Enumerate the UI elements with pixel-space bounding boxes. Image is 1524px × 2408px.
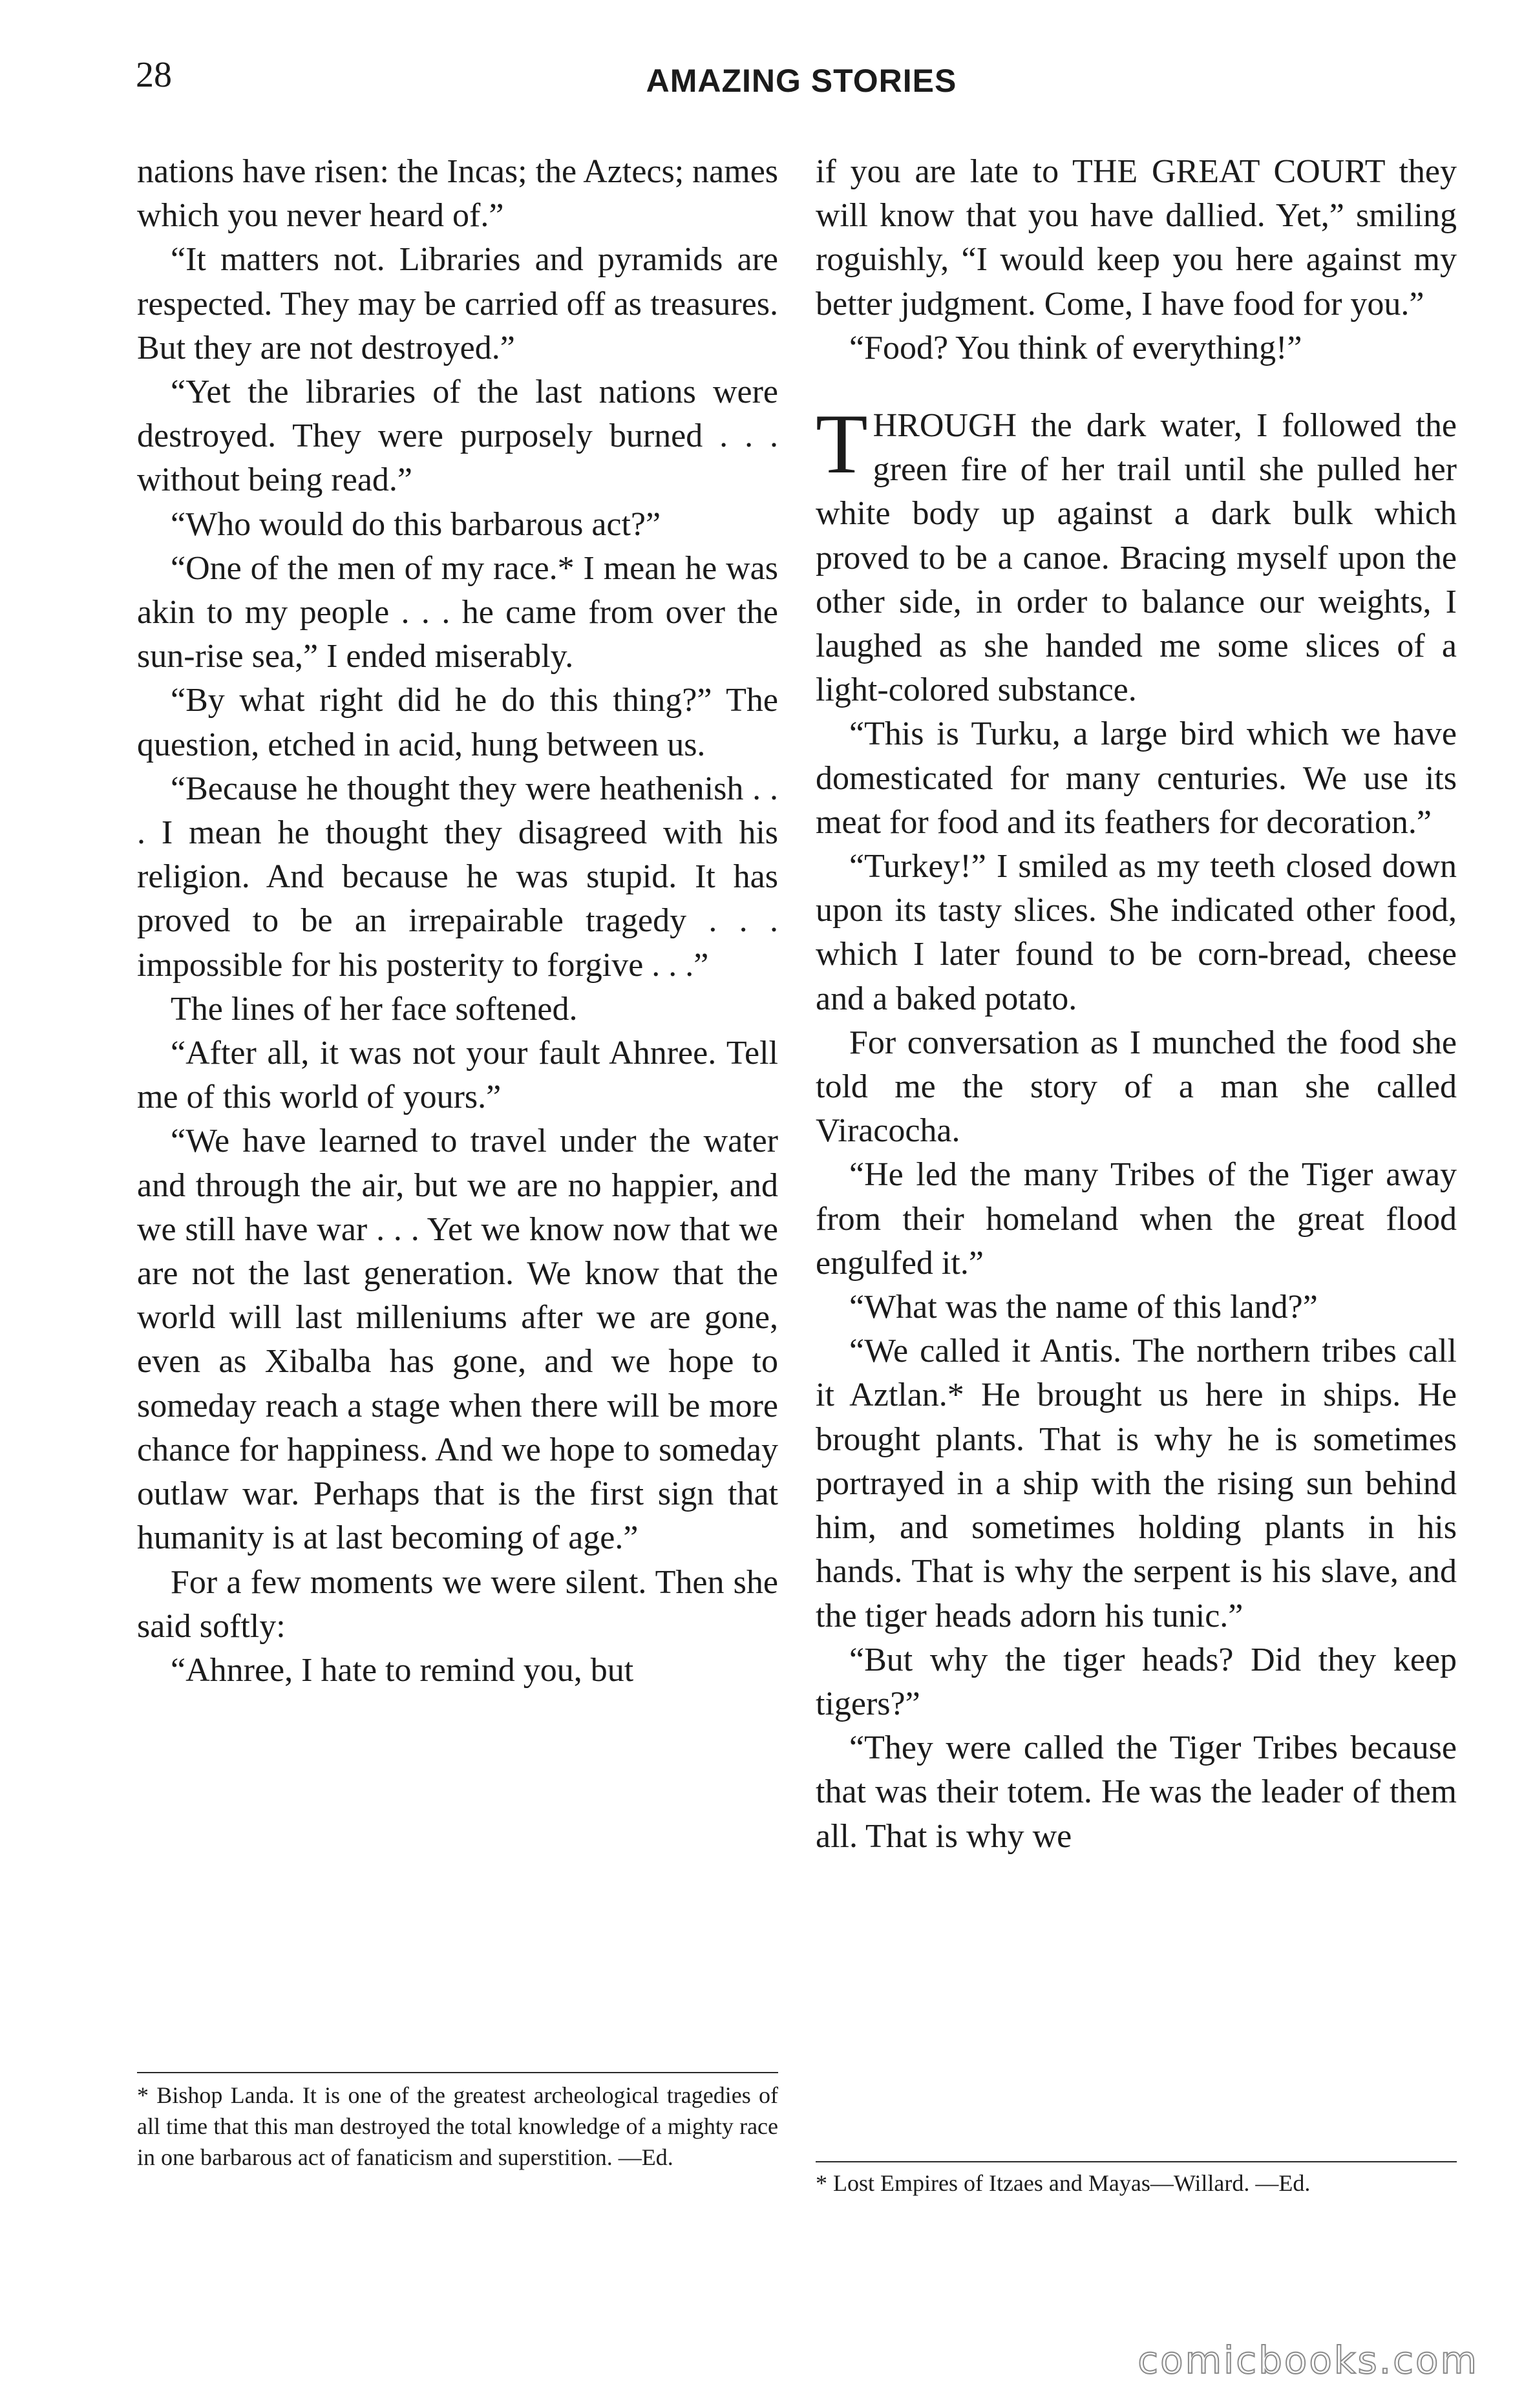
drop-cap: T [816, 396, 868, 492]
paragraph: “What was the name of this land?” [849, 1289, 1318, 1326]
right-column [816, 150, 1457, 1859]
left-column [137, 150, 778, 1693]
footnote-left: * Bishop Landa. It is one of the greatest archeological tragedies of all time that this man destroyed the total knowledge of a mighty race in one barbarous act of fanaticism and superstition. —Ed. [137, 2082, 778, 2170]
paragraph: “This is Turku, a large bird which we have domesticated for many centuries. We use its meat for food and its feathers for decoration.” [816, 715, 1457, 841]
paragraph: “Because he thought they were heathenish . . . I mean he thought they disagreed with his religion. And because he was stupid. It has proved to be an irrepairable tragedy . . . impossible for his posterity to forgive . . .” [137, 770, 778, 984]
paragraph: “Ahnree, I hate to remind you, but [171, 1651, 634, 1689]
paragraph: For conversation as I munched the food she told me the story of a man she called Viracocha. [816, 1024, 1457, 1150]
paragraph: For a few moments we were silent. Then she said softly: [137, 1563, 778, 1645]
footnote-right: * Lost Empires of Itzaes and Mayas—Willard. —Ed. [816, 2170, 1311, 2196]
paragraph: “Food? You think of everything!” [849, 329, 1302, 366]
section-opening-text: HROUGH the dark water, I followed the green fire of her trail until she pulled her white body up against a dark bulk which proved to be a canoe. Bracing myself upon the other side, in order to balance our weights, I laughed as she handed me some slices of a light-colored substance. [816, 407, 1457, 709]
paragraph: “But why the tiger heads? Did they keep tigers?” [816, 1641, 1457, 1722]
paragraph: “It matters not. Libraries and pyramids are respected. They may be carried off as treasures. But they are not destroyed.” [137, 241, 778, 366]
paragraph: “After all, it was not your fault Ahnree. Tell me of this world of yours.” [137, 1035, 778, 1116]
paragraph: “Who would do this barbarous act?” [171, 505, 661, 543]
paragraph: “They were called the Tiger Tribes because that was their totem. He was the leader of them all. That is why we [816, 1729, 1457, 1855]
running-head: AMAZING STORIES [646, 63, 957, 99]
footnote-rule-right [816, 2161, 1457, 2162]
watermark: comicbooks.com [1138, 2338, 1479, 2382]
paragraph: “One of the men of my race.* I mean he was akin to my people . . . he came from over the sun-rise sea,” I ended miserably. [137, 549, 778, 675]
paragraph: “We have learned to travel under the water and through the air, but we are no happier, and we still have war . . . Yet we know now that we are not the last generation. We know that the world will last milleniums after we are gone, even as Xibalba has gone, and we hope to someday reach a stage when there will be more chance for happiness. And we hope to someday outlaw war. Perhaps that is the first sign that humanity is at last becoming of age.” [137, 1123, 778, 1557]
paragraph: “By what right did he do this thing?” The question, etched in acid, hung between us. [137, 682, 778, 763]
footnote-rule-left [137, 2072, 778, 2073]
page-number: 28 [136, 55, 172, 95]
paragraph: “We called it Antis. The northern tribes call it Aztlan.* He brought us here in ships. He brought plants. That is why he is sometimes portrayed in a ship with the rising sun behind him, and sometimes holding plants in his hands. That is why the serpent is his slave, and the tiger heads adorn his tunic.” [816, 1333, 1457, 1634]
paragraph: nations have risen: the Incas; the Aztecs; names which you never heard of.” [137, 153, 779, 235]
paragraph: The lines of her face softened. [171, 990, 578, 1028]
section-opening-paragraph [816, 396, 1457, 712]
paragraph: if you are late to THE GREAT COURT they will know that you have dallied. Yet,” smiling roguishly, “I would keep you here against my better judgment. Come, I have food for you.” [816, 153, 1457, 322]
paragraph: “Yet the libraries of the last nations were destroyed. They were purposely burned . . . without being read.” [137, 374, 778, 499]
paragraph: “He led the many Tribes of the Tiger away from their homeland when the great flood engulfed it.” [816, 1156, 1457, 1282]
paragraph: “Turkey!” I smiled as my teeth closed down upon its tasty slices. She indicated other food, which I later found to be corn-bread, cheese and a baked potato. [816, 848, 1457, 1017]
